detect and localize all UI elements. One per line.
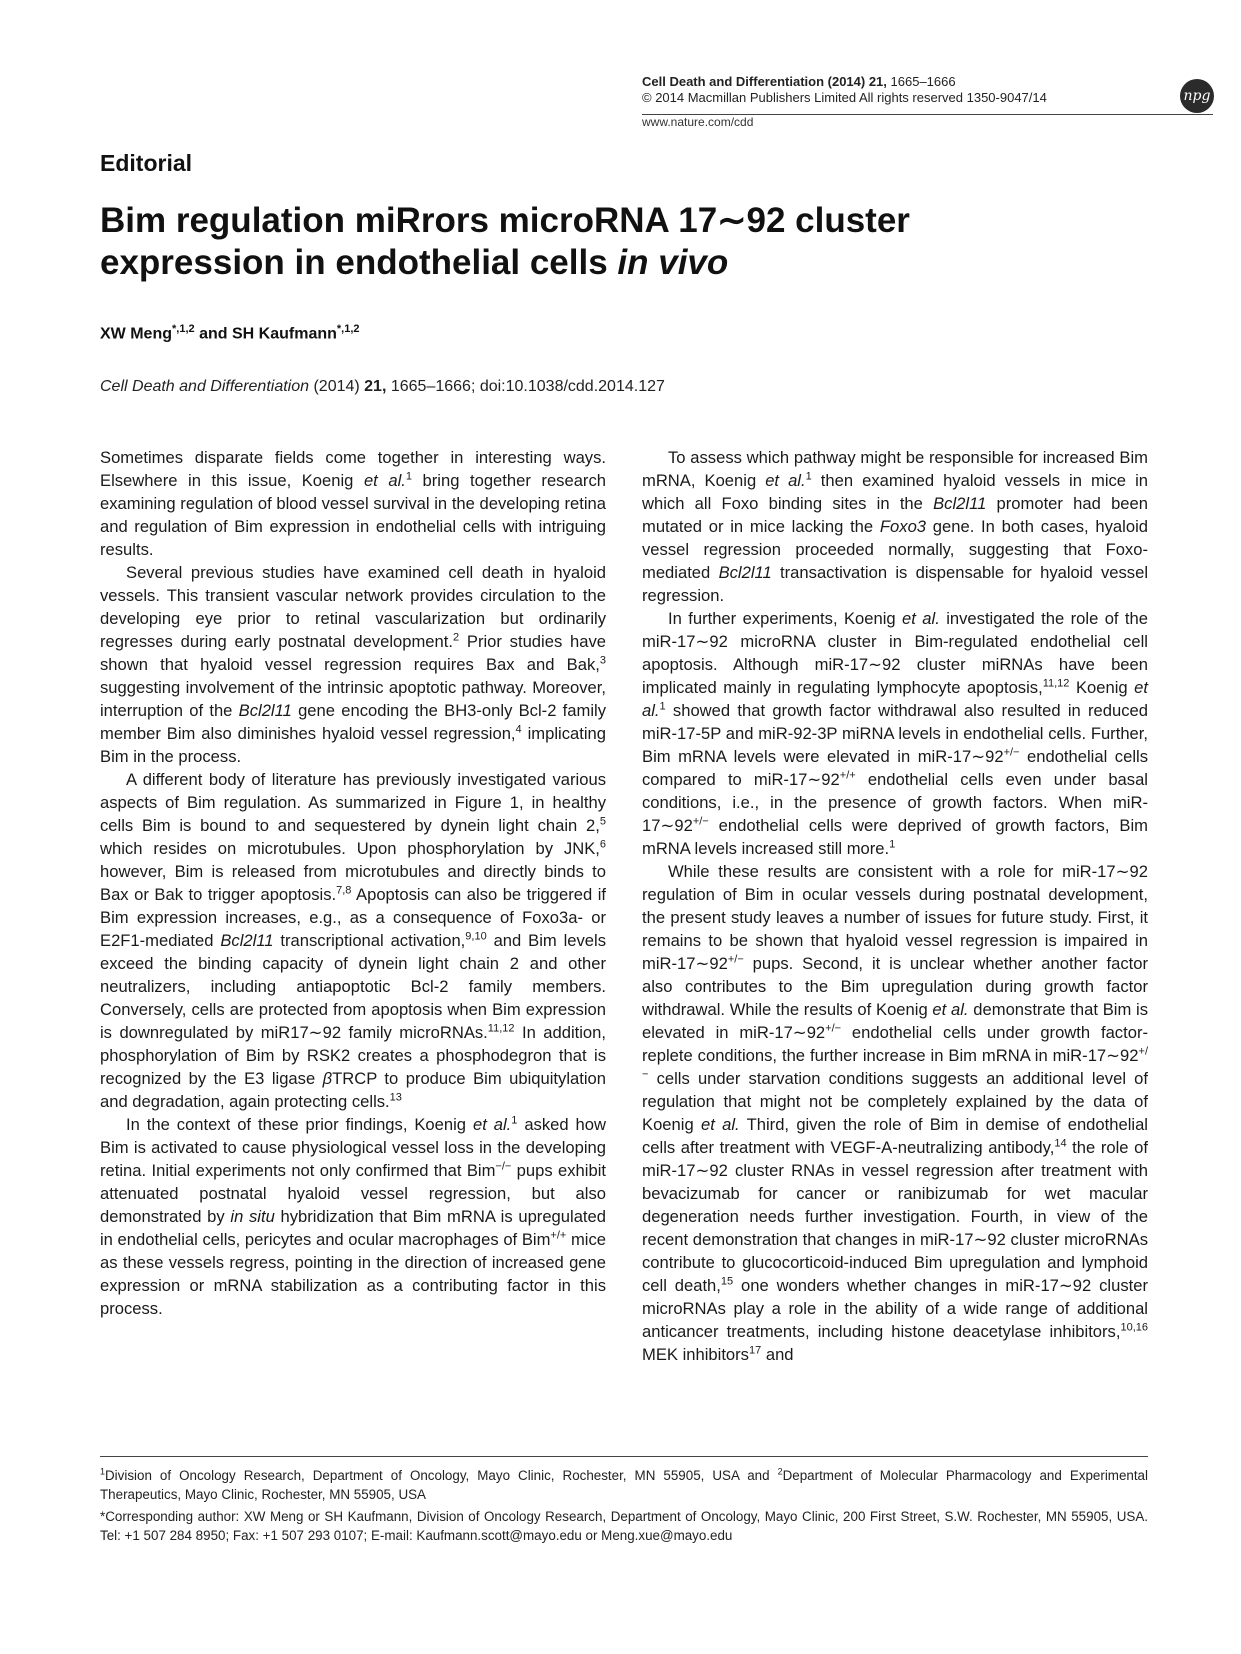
citation-volume: 21, <box>364 378 387 395</box>
title-line-2: expression in endothelial cells <box>100 243 618 282</box>
journal-pages: 1665–1666 <box>886 74 956 89</box>
paragraph: In the context of these prior findings, Koenig et al.$^1$ asked how Bim is activated to cause physiological vessel loss in the developing retina. Initial experiments not only confirmed that Bim−/− pups exhibit attenuated postnatal hyaloid vessel regression, but also demonstrated by in situ hybridization that Bim mRNA is upregulated in endothelial cells, pericytes and ocular macrophages of Bim+/+ mice as these vessels regress, pointing in the direction of increased gene expression or mRNA stabilization as a contributing factor in this process. <box>100 1114 606 1318</box>
affiliation-note <box>100 1466 1148 1504</box>
paragraph: To assess which pathway might be responsible for increased Bim mRNA, Koenig et al.$^1$ then examined hyaloid vessels in mice in which all Foxo binding sites in the Bcl2l11 promoter had been mutated or in mice lacking the Foxo3 gene. In both cases, hyaloid vessel regression proceeded normally, suggesting that Foxo-mediated Bcl2l11 transactivation is dispensable for hyaloid vessel regression. <box>642 448 1148 605</box>
section-label: Editorial <box>100 150 193 176</box>
journal-url[interactable]: www.nature.com/cdd <box>642 115 754 129</box>
paragraph: While these results are consistent with a role for miR-17∼92 regulation of Bim in ocular vessels during postnatal development, the present study leaves a number of issues for future study. First, it remains to be shown that hyaloid vessel regression is impaired in miR-17∼92+/− pups. Second, it is unclear whether another factor also contributes to the Bim upregulation during growth factor withdrawal. While the results of Koenig et al. demonstrate that Bim is elevated in miR-17∼92+/− endothelial cells under growth factor-replete conditions, the further increase in Bim mRNA in miR-17∼92+/− cells under starvation conditions suggests an additional level of regulation that might not be completely explained by the data of Koenig et al. Third, given the role of Bim in demise of endothelial cells after treatment with VEGF-A-neutralizing antibody,$^{14}$ the role of miR-17∼92 cluster RNAs in vessel regression after treatment with bevacizumab for cancer or ranibizumab for wet macular degeneration needs further investigation. Fourth, in view of the recent demonstration that changes in miR-17∼92 cluster microRNAs contribute to glucocorticoid-induced Bim upregulation and lymphoid cell death,$^{15}$ one wonders whether changes in miR-17∼92 cluster microRNAs play a role in the ability of a wide range of additional anticancer treatments, including histone deacetylase inhibitors,$^{10,16}$ MEK inhibitors$^{17}$ and <box>642 862 1149 1364</box>
affil-marker-2: 2 <box>777 1466 783 1477</box>
citation-doi: 1665–1666; doi:10.1038/cdd.2014.127 <box>386 378 665 395</box>
author-1: XW Meng <box>100 325 172 343</box>
journal-header <box>642 74 1162 130</box>
author-2: SH Kaufmann <box>231 325 337 343</box>
body-column-left <box>100 446 606 1320</box>
corresponding-author-note: *Corresponding author: XW Meng or SH Kaufmann, Division of Oncology Research, Department of Oncology, Mayo Clinic, 200 First Street, S.W. Rochester, MN 55905, USA. Tel: +1 507 284 8950; Fax: +1 507 293 0107; E-mail: Kaufmann.scott@mayo.edu or Meng.xue@mayo.edu <box>100 1509 1148 1543</box>
affil-marker-1: 1 <box>100 1466 106 1477</box>
title-italic: in vivo <box>617 243 729 282</box>
author-list <box>100 323 360 343</box>
npg-logo-icon: npg <box>1180 79 1214 113</box>
author-2-affil: *,1,2 <box>336 323 360 335</box>
article-citation <box>100 378 665 396</box>
footnote-divider <box>100 1456 1148 1457</box>
body-column-right <box>642 446 1148 1366</box>
paragraph: In further experiments, Koenig et al. investigated the role of the miR-17∼92 microRNA cluster in Bim-regulated endothelial cell apoptosis. Although miR-17∼92 cluster miRNAs have been implicated mainly in regulating lymphocyte apoptosis,$^{11,12}$ Koenig et al.$^1$ showed that growth factor withdrawal also resulted in reduced miR-17-5P and miR-92-3P miRNA levels in endothelial cells. Further, Bim mRNA levels were elevated in miR-17∼92+/− endothelial cells compared to miR-17∼92+/+ endothelial cells even under basal conditions, i.e., in the presence of growth factors. When miR-17∼92+/− endothelial cells were deprived of growth factors, Bim mRNA levels increased still more.$^1$ <box>642 609 1149 858</box>
author-1-affil: *,1,2 <box>172 323 195 335</box>
paragraph: Several previous studies have examined cell death in hyaloid vessels. This transient vascular network provides circulation to the developing eye prior to retinal vascularization but ordinarily regresses during early postnatal development.$^2$ Prior studies have shown that hyaloid vessel regression requires Bax and Bak,$^3$ suggesting involvement of the intrinsic apoptotic pathway. Moreover, interruption of the Bcl2l11 gene encoding the BH3-only Bcl-2 family member Bim also diminishes hyaloid vessel regression,$^4$ implicating Bim in the process. <box>100 563 606 766</box>
article-title <box>100 200 1160 284</box>
paragraph: A different body of literature has previously investigated various aspects of Bim regulation. As summarized in Figure 1, in healthy cells Bim is bound to and sequestered by dynein light chain 2,$^5$ which resides on microtubules. Upon phosphorylation by JNK,$^6$ however, Bim is released from microtubules and directly binds to Bax or Bak to trigger apoptosis.$^{7,8}$ Apoptosis can also be triggered if Bim expression increases, e.g., as a consequence of Foxo3a- or E2F1-mediated Bcl2l11 transcriptional activation,$^{9,10}$ and Bim levels exceed the binding capacity of dynein light chain 2 and other neutralizers, including antiapoptotic Bcl-2 family members. Conversely, cells are protected from apoptosis when Bim expression is downregulated by miR17∼92 family microRNAs.$^{11,12}$ In addition, phosphorylation of Bim by RSK2 creates a phosphodegron that is recognized by the E3 ligase βTRCP to produce Bim ubiquitylation and degradation, again protecting cells.$^{13}$ <box>100 770 607 1111</box>
paragraph: Sometimes disparate fields come together in interesting ways. Elsewhere in this issue, Koenig et al.$^1$ bring together research examining regulation of blood vessel survival in the developing retina and regulation of Bim expression in endothelial cells with intriguing results. <box>100 448 606 559</box>
citation-year: (2014) <box>309 378 365 395</box>
citation-journal: Cell Death and Differentiation <box>100 378 310 395</box>
author-joiner: and <box>194 325 232 343</box>
header-divider <box>642 114 1213 115</box>
affil-text-2: Department of Molecular Pharmacology and Experimental Therapeutics, Mayo Clinic, Rochester, MN 55905, USA <box>100 1468 1148 1502</box>
footnotes <box>100 1466 1148 1545</box>
journal-citation: Cell Death and Differentiation (2014) 21, <box>642 74 887 89</box>
title-line-1: Bim regulation miRrors microRNA 17∼92 cluster <box>100 201 910 240</box>
affil-text-1: Division of Oncology Research, Department of Oncology, Mayo Clinic, Rochester, MN 55905, USA and <box>105 1468 778 1483</box>
copyright-line: © 2014 Macmillan Publishers Limited All rights reserved 1350-9047/14 <box>642 90 1047 105</box>
